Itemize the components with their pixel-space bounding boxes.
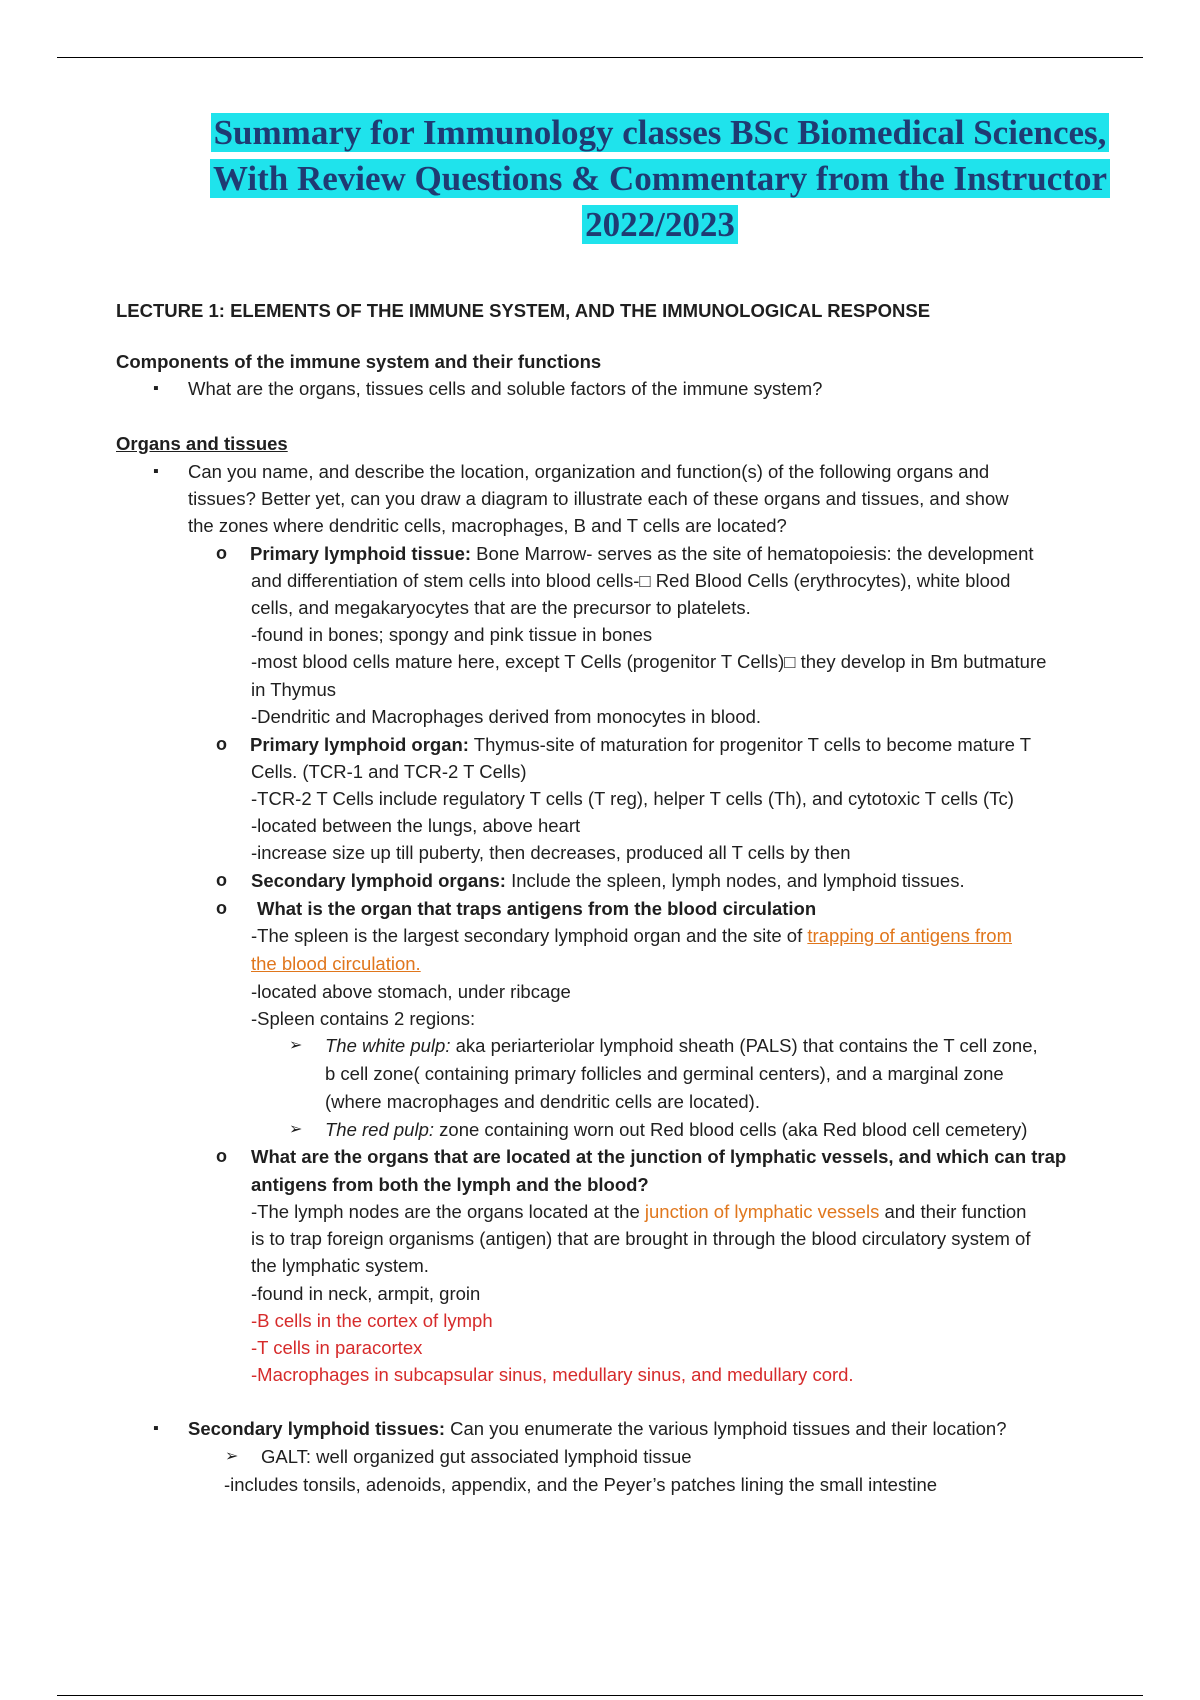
primary-tissue-detail: -most blood cells mature here, except T Cells (progenitor T Cells)□ they develop in Bm butmature (251, 651, 1047, 672)
primary-organ-detail: -increase size up till puberty, then decreases, produced all T cells by then (251, 842, 851, 863)
spleen-link[interactable]: trapping of antigens from (807, 925, 1013, 946)
red-pulp-text: zone containing worn out Red blood cells (aka Red blood cell cemetery) (434, 1119, 1028, 1140)
lymph-line (251, 1198, 1026, 1225)
title-line-1: Summary for Immunology classes BSc Biomedical Sciences, (211, 113, 1110, 152)
primary-organ-text: Thymus-site of maturation for progenitor T cells to become mature T (468, 734, 1032, 755)
bullet-icon: ▪ (153, 380, 159, 397)
lymph-detail: the lymphatic system. (251, 1255, 429, 1276)
primary-tissue-detail: in Thymus (251, 679, 336, 700)
lymph-red-note: -B cells in the cortex of lymph (251, 1310, 493, 1331)
secondary-organs-label: Secondary lymphoid organs: (251, 870, 506, 891)
lymph-red-note: -T cells in paracortex (251, 1337, 423, 1358)
white-pulp-label: The white pulp: (325, 1035, 451, 1056)
secondary-tissues-line (188, 1415, 1007, 1442)
spleen-detail: -Spleen contains 2 regions: (251, 1008, 476, 1029)
primary-organ-detail: Cells. (TCR-1 and TCR-2 T Cells) (251, 761, 527, 782)
top-rule (57, 57, 1143, 58)
white-pulp-detail: b cell zone( containing primary follicles and germinal centers), and a marginal zone (325, 1063, 1004, 1084)
bullet-icon: ▪ (153, 1420, 159, 1437)
red-pulp-label: The red pulp: (325, 1119, 435, 1140)
components-heading: Components of the immune system and their functions (116, 351, 602, 372)
primary-tissue-detail: and differentiation of stem cells into blood cells-□ Red Blood Cells (erythrocytes), white blood (251, 570, 1011, 591)
title-line-2: With Review Questions & Commentary from the Instructor (210, 159, 1110, 198)
spleen-detail: -located above stomach, under ribcage (251, 981, 571, 1002)
lymph-highlight: junction of lymphatic vessels (644, 1201, 880, 1222)
secondary-tissues-label: Secondary lymphoid tissues: (188, 1418, 446, 1439)
lymph-text: -The lymph nodes are the organs located at the (251, 1201, 645, 1222)
bottom-rule (57, 1695, 1143, 1696)
lymph-text-end: and their function (879, 1201, 1027, 1222)
junction-question-line: What are the organs that are located at the junction of lymphatic vessels, and which can trap (251, 1146, 1067, 1167)
primary-tissue-label: Primary lymphoid tissue: (250, 543, 472, 564)
primary-organ-label: Primary lymphoid organ: (250, 734, 469, 755)
circle-bullet-icon: o (216, 870, 227, 890)
organs-intro-line: tissues? Better yet, can you draw a diagram to illustrate each of these organs and tissues, and show (188, 488, 1009, 509)
primary-tissue-detail: -found in bones; spongy and pink tissue in bones (251, 624, 653, 645)
bullet-icon: ▪ (153, 463, 159, 480)
organs-heading: Organs and tissues (116, 433, 288, 454)
circle-bullet-icon: o (216, 1146, 227, 1166)
document-title (130, 110, 1190, 248)
galt-line: GALT: well organized gut associated lymphoid tissue (261, 1446, 692, 1467)
secondary-organs-text: Include the spleen, lymph nodes, and lymphoid tissues. (505, 870, 965, 891)
primary-organ-detail: -located between the lungs, above heart (251, 815, 581, 836)
primary-tissue-detail: cells, and megakaryocytes that are the precursor to platelets. (251, 597, 751, 618)
circle-bullet-icon: o (216, 898, 227, 918)
lymph-detail: is to trap foreign organisms (antigen) that are brought in through the blood circulatory system of (251, 1228, 1031, 1249)
spleen-text: -The spleen is the largest secondary lymphoid organ and the site of (251, 925, 808, 946)
lymph-detail: -found in neck, armpit, groin (251, 1283, 481, 1304)
secondary-organs-line (251, 867, 965, 894)
primary-tissue-detail: -Dendritic and Macrophages derived from monocytes in blood. (251, 706, 762, 727)
arrow-bullet-icon: ➢ (289, 1121, 303, 1138)
organs-intro-line: Can you name, and describe the location, organization and function(s) of the following organs and (188, 461, 990, 482)
primary-organ-line (250, 731, 1031, 758)
spleen-line (251, 922, 1012, 949)
spleen-link-continued[interactable]: the blood circulation. (251, 953, 421, 974)
organs-intro-line: the zones where dendritic cells, macrophages, B and T cells are located? (188, 515, 787, 536)
galt-detail: -includes tonsils, adenoids, appendix, and the Peyer’s patches lining the small intestine (224, 1474, 938, 1495)
lecture-heading: LECTURE 1: ELEMENTS OF THE IMMUNE SYSTEM, AND THE IMMUNOLOGICAL RESPONSE (116, 300, 931, 321)
red-pulp-line (325, 1116, 1027, 1143)
white-pulp-detail: (where macrophages and dendritic cells are located). (325, 1091, 760, 1112)
secondary-tissues-text: Can you enumerate the various lymphoid tissues and their location? (445, 1418, 1007, 1439)
primary-tissue-line (250, 540, 1034, 567)
circle-bullet-icon: o (216, 543, 227, 563)
lymph-red-note: -Macrophages in subcapsular sinus, medullary sinus, and medullary cord. (251, 1364, 854, 1385)
arrow-bullet-icon: ➢ (289, 1037, 303, 1054)
white-pulp-text: aka periarteriolar lymphoid sheath (PALS) that contains the T cell zone, (450, 1035, 1038, 1056)
components-question: What are the organs, tissues cells and soluble factors of the immune system? (188, 378, 823, 399)
primary-organ-detail: -TCR-2 T Cells include regulatory T cells (T reg), helper T cells (Th), and cytotoxic T cells (Tc) (251, 788, 1014, 809)
junction-question-line: antigens from both the lymph and the blood? (251, 1174, 649, 1195)
title-line-3: 2022/2023 (582, 205, 738, 244)
primary-tissue-text: Bone Marrow- serves as the site of hematopoiesis: the development (471, 543, 1034, 564)
white-pulp-line (325, 1032, 1038, 1059)
arrow-bullet-icon: ➢ (225, 1448, 239, 1465)
circle-bullet-icon: o (216, 734, 227, 754)
trap-question: What is the organ that traps antigens from the blood circulation (257, 898, 817, 919)
